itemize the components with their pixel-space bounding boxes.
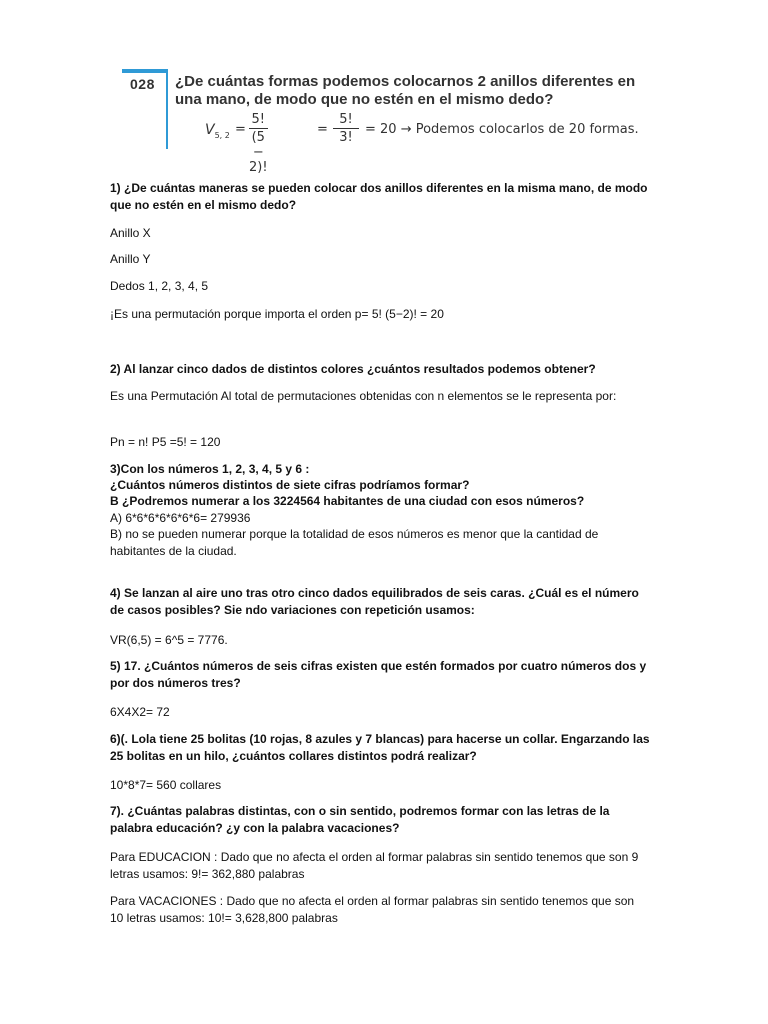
answer-1-line-4: ¡Es una permutación porque importa el orden p= 5! (5−2)! = 20 bbox=[110, 307, 444, 321]
exercise-question: ¿De cuántas formas podemos colocarnos 2 anillos diferentes en una mano, de modo que no estén en el mismo dedo? bbox=[175, 73, 636, 108]
answer-5: 6X4X2= 72 bbox=[110, 705, 170, 719]
answer-2-line-1: Es una Permutación Al total de permutaciones obtenidas con n elementos se le representa por: bbox=[110, 389, 617, 403]
question-2: 2) Al lanzar cinco dados de distintos colores ¿cuántos resultados podemos obtener? bbox=[110, 362, 596, 376]
formula-symbol: $V_{5, 2}$ bbox=[205, 122, 230, 140]
question-3-part-b: B ¿Podremos numerar a los 3224564 habitantes de una ciudad con esos números? bbox=[110, 494, 585, 508]
exercise-number: 028 bbox=[130, 76, 155, 92]
formula-equals-1: = bbox=[235, 122, 246, 137]
formula-fraction-1: 5! (5 − 2)! bbox=[249, 112, 268, 175]
answer-2-line-2: Pn = n! P5 =5! = 120 bbox=[110, 435, 221, 449]
question-4: 4) Se lanzan al aire uno tras otro cinco dados equilibrados de seis caras. ¿Cuál es el número de casos posibles? Sie ndo variaciones con repetición usamos: bbox=[110, 586, 639, 617]
question-1: 1) ¿De cuántas maneras se pueden colocar dos anillos diferentes en la misma mano, de modo que no estén en el mismo dedo? bbox=[110, 181, 648, 212]
question-6: 6)(. Lola tiene 25 bolitas (10 rojas, 8 azules y 7 blancas) para hacerse un collar. Engarzando las 25 bolitas en un hilo, ¿cuántos collares distintos podrá realizar? bbox=[110, 732, 650, 763]
formula-result: = 20 → Podemos colocarlos de 20 formas. bbox=[365, 122, 639, 137]
answer-3-a: A) 6*6*6*6*6*6*6= 279936 bbox=[110, 511, 251, 525]
answer-7-educacion: Para EDUCACION : Dado que no afecta el orden al formar palabras sin sentido tenemos que son 9 letras usamos: 9!= 362,880 palabras bbox=[110, 850, 639, 881]
answer-1-line-3: Dedos 1, 2, 3, 4, 5 bbox=[110, 279, 209, 293]
formula-equals-2: = bbox=[317, 122, 328, 137]
question-5: 5) 17. ¿Cuántos números de seis cifras existen que estén formados por cuatro números dos y por dos números tres? bbox=[110, 659, 647, 690]
header-divider bbox=[166, 69, 168, 149]
answer-4: VR(6,5) = 6^5 = 7776. bbox=[110, 633, 228, 647]
question-7: 7). ¿Cuántas palabras distintas, con o sin sentido, podremos formar con las letras de la palabra educación? ¿y con la palabra vacaciones? bbox=[110, 804, 610, 835]
answer-7-vacaciones: Para VACACIONES : Dado que no afecta el orden al formar palabras sin sentido tenemos que son 10 letras usamos: 10!= 3,628,800 palabras bbox=[110, 894, 635, 925]
question-3-title: 3)Con los números 1, 2, 3, 4, 5 y 6 : bbox=[110, 462, 310, 476]
answer-1-line-1: Anillo X bbox=[110, 226, 151, 240]
answer-6: 10*8*7= 560 collares bbox=[110, 778, 222, 792]
answer-1-line-2: Anillo Y bbox=[110, 252, 151, 266]
answer-3-b: B) no se pueden numerar porque la totalidad de esos números es menor que la cantidad de habitantes de la ciudad. bbox=[110, 527, 599, 558]
question-3-part-a: ¿Cuántos números distintos de siete cifras podríamos formar? bbox=[110, 478, 470, 492]
header-accent-bar bbox=[122, 69, 168, 73]
formula-fraction-2: 5! 3! bbox=[333, 112, 359, 145]
